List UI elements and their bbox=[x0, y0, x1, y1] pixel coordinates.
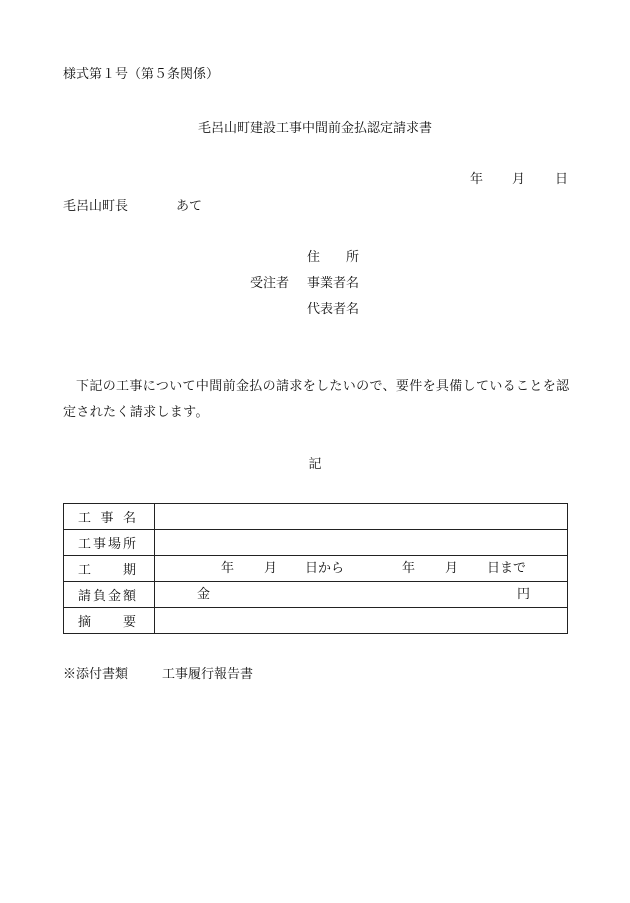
remarks-label: 摘要 bbox=[78, 615, 136, 630]
row-construction-site bbox=[64, 530, 568, 556]
period-end-year: 年 bbox=[402, 561, 416, 576]
applicant-role: 受注者 bbox=[250, 276, 290, 291]
period-start-year: 年 bbox=[221, 561, 235, 576]
form-number: 様式第１号（第５条関係） bbox=[63, 67, 220, 82]
addressee-suffix: あて bbox=[176, 199, 203, 214]
document-title: 毛呂山町建設工事中間前金払認定請求書 bbox=[197, 121, 432, 136]
date-year: 年 bbox=[470, 172, 484, 187]
details-table bbox=[63, 503, 568, 634]
row-contract-amount bbox=[64, 582, 568, 608]
attachments-label: ※添付書類 bbox=[63, 667, 129, 682]
attachments-value: 工事履行報告書 bbox=[162, 667, 254, 682]
date-day: 日 bbox=[555, 172, 569, 187]
applicant-business-label: 事業者名 bbox=[307, 276, 360, 291]
construction-name-value bbox=[155, 504, 568, 530]
period-end-day: 日まで bbox=[487, 561, 527, 576]
record-heading: 記 bbox=[308, 457, 322, 472]
contract-amount-prefix: 金 bbox=[197, 587, 211, 602]
period-end-month: 月 bbox=[445, 561, 459, 576]
request-body-text: 下記の工事について中間前金払の請求をしたいので、要件を具備していることを認定されたく請求します。 bbox=[63, 379, 570, 420]
applicant-representative-label: 代表者名 bbox=[307, 302, 360, 317]
contract-amount-value bbox=[155, 582, 568, 608]
period-start-month: 月 bbox=[264, 561, 278, 576]
construction-site-value bbox=[155, 530, 568, 556]
applicant-address-label: 住 所 bbox=[307, 250, 360, 265]
row-construction-name bbox=[64, 504, 568, 530]
row-period bbox=[64, 556, 568, 582]
period-start-day: 日から bbox=[305, 561, 345, 576]
contract-amount-suffix: 円 bbox=[517, 587, 531, 602]
construction-site-label: 工事場所 bbox=[78, 537, 136, 552]
row-remarks bbox=[64, 608, 568, 634]
period-label: 工期 bbox=[78, 563, 136, 578]
date-month: 月 bbox=[512, 172, 526, 187]
period-value bbox=[155, 556, 568, 582]
remarks-value bbox=[155, 608, 568, 634]
construction-name-label: 工事名 bbox=[78, 511, 136, 526]
addressee-name: 毛呂山町長 bbox=[63, 199, 129, 214]
contract-amount-label: 請負金額 bbox=[78, 589, 136, 604]
